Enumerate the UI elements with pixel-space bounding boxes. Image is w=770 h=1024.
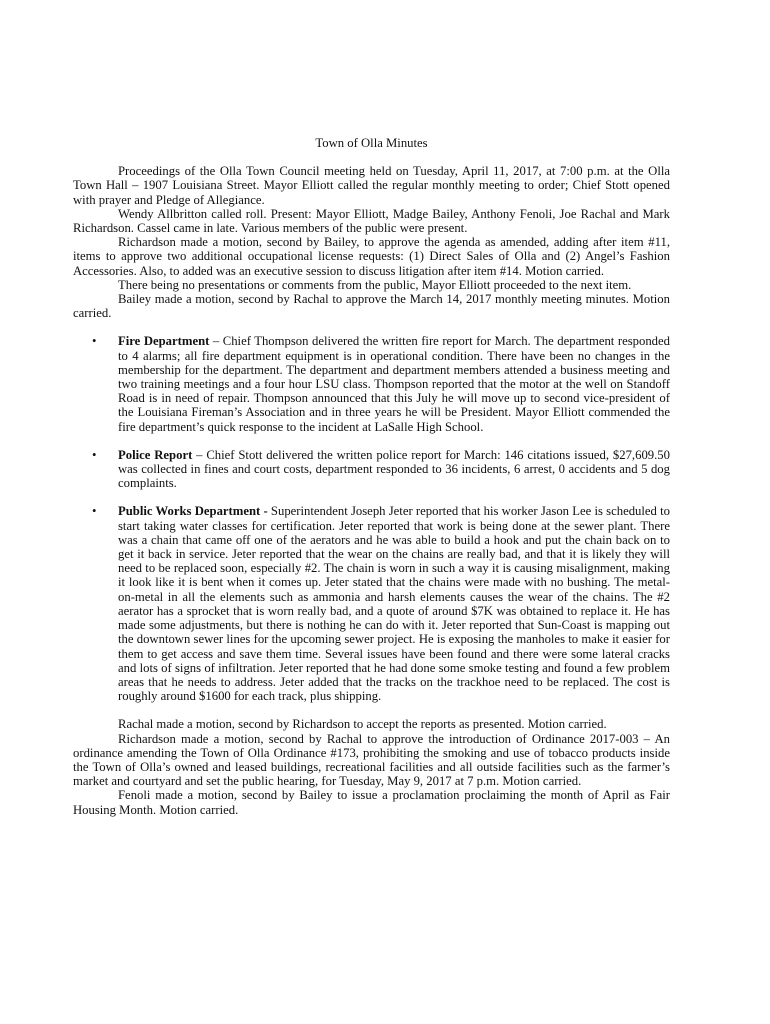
- report-heading: Police Report: [118, 447, 193, 462]
- paragraph-ordinance-motion: Richardson made a motion, second by Rachal to approve the introduction of Ordinance 2017-003 – An ordinance amending the Town of Olla Ordinance #173, prohibiting the smoking and use of tobacco products inside the Town of Olla’s owned and leased buildings, recreational facilities and all outside facilities such as the farmer’s market and courtyard and set the public hearing, for Tuesday, May 9, 2017 at 7 p.m. Motion carried.: [73, 731, 670, 789]
- report-text: Superintendent Joseph Jeter reported that his worker Jason Lee is scheduled to start taking water classes for certification. Jeter reported that work is being done at the sewer plant. There was a chain that came off one of the aerators and he was able to build a hook and put the chain back on to get it back in service. Jeter reported that the wear on the chains are really bad, and that it is likely they will need to be replaced soon, especially #2. The chain is worn in such a way it is causing misalignment, making it look like it is bent when it comes up. Jeter stated that the chains were made with no bushing. The metal-on-metal in all the elements such as ammonia and harsh elements causes the wear of the chains. The #2 aerator has a sprocket that is worn really bad, and a quote of around $7K was obtained to replace it. He has made some adjustments, but there is nothing he can do with it. Jeter reported that Sun-Coast is mapping out the downtown sewer lines for the upcoming sewer project. He is exposing the manholes to make it easier for them to get access and save them time. Several issues have been found and there were some lateral cracks and lots of signs of infiltration. Jeter reported that he had done some smoke testing and found a few problem areas that he needs to address. Jeter added that the tracks on the trackhoe need to be replaced. The cost is roughly around $1600 for each track, plus shipping.: [118, 504, 670, 704]
- paragraph-reports-motion: Rachal made a motion, second by Richardson to accept the reports as presented. Motion carried.: [118, 717, 607, 732]
- paragraph-proclamation-motion: Fenoli made a motion, second by Bailey to issue a proclamation proclaiming the month of April as Fair Housing Month. Motion carried.: [73, 788, 670, 817]
- report-list: [73, 334, 670, 703]
- list-item-police-report: [73, 448, 670, 491]
- paragraph-proceedings: Proceedings of the Olla Town Council meeting held on Tuesday, April 11, 2017, at 7:00 p.m. at the Olla Town Hall – 1907 Louisiana Street. Mayor Elliott called the regular monthly meeting to order; Chief Stott opened with prayer and Pledge of Allegiance.: [73, 164, 670, 207]
- bullet-icon: •: [92, 504, 97, 519]
- document-body: [73, 136, 670, 817]
- report-text: – Chief Thompson delivered the written fire report for March. The department responded to 4 alarms; all fire department equipment is in operational condition. There have been no changes in the membership for the department. The department and department members attended a business meeting and two training meetings and a four hour LSU class. Thompson reported that the motor at the well on Standoff Road is in need of repair. Thompson announced that this July he will move up to second vice-president of the Louisiana Fireman’s Association and in three years he will be President. Mayor Elliott commended the fire department’s quick response to the incident at LaSalle High School.: [118, 334, 670, 434]
- bullet-icon: •: [92, 447, 97, 462]
- paragraph-public-comments: There being no presentations or comments from the public, Mayor Elliott proceeded to the next item.: [118, 277, 632, 292]
- report-heading: Fire Department: [118, 334, 210, 349]
- report-heading: Public Works Department -: [118, 504, 268, 519]
- list-item-public-works: [73, 504, 670, 703]
- list-item-fire-department: [73, 334, 670, 433]
- paragraph-agenda-motion: Richardson made a motion, second by Bailey, to approve the agenda as amended, adding after item #11, items to approve two additional occupational license requests: (1) Direct Sales of Olla and (2) Angel’s Fashion Accessories. Also, to added was an executive session to discuss litigation after item #14. Motion carried.: [73, 235, 670, 278]
- document-title: Town of Olla Minutes: [315, 136, 428, 150]
- paragraph-minutes-motion: Bailey made a motion, second by Rachal to approve the March 14, 2017 monthly meeting minutes. Motion carried.: [73, 292, 670, 321]
- bullet-icon: •: [92, 334, 97, 349]
- report-text: – Chief Stott delivered the written police report for March: 146 citations issued, $27,609.50 was collected in fines and court costs, department responded to 36 incidents, 6 arrest, 0 accidents and 5 dog complaints.: [118, 447, 670, 491]
- paragraph-roll-call: Wendy Allbritton called roll. Present: Mayor Elliott, Madge Bailey, Anthony Fenoli, Joe Rachal and Mark Richardson. Cassel came in late. Various members of the public were present.: [73, 206, 670, 236]
